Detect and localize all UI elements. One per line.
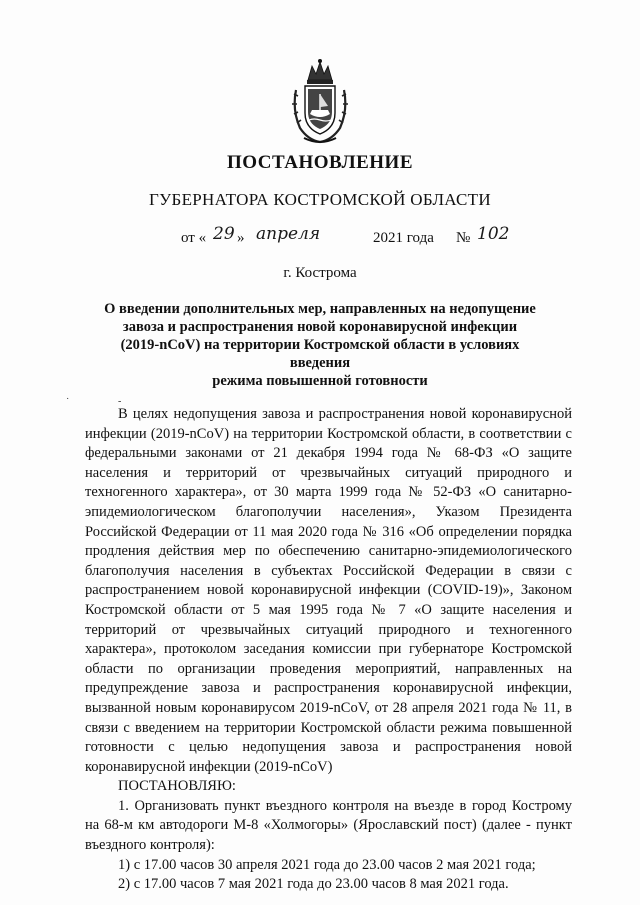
- preamble-paragraph: В целях недопущения завоза и распространения новой коронавирусной инфекции (2019-nCoV) на территории Костромской области, в соответствии с федеральными законами от 21 декабря 1994 года № 68-ФЗ «О защите населения и территорий от чрезвычайных ситуаций природного и техногенного характера», от 30 марта 1999 года № 52-ФЗ «О санитарно-эпидемиологическом благополучии населения», Указом Президента Российской Федерации от 11 мая 2020 года № 316 «Об определении порядка продления действия мер по обеспечению санитарно-эпидемиологического благополучия населения в субъектах Российской Федерации в связи с распространением новой коронавирусной инфекции (COVID-19)», Законом Костромской области от 5 мая 1995 года № 7 «О защите населения и территорий от чрезвычайных ситуаций природного и техногенного характера», протоколом заседания комиссии при губернаторе Костромской области по организации проведения мероприятий, направленных на предупреждение завоза и распространения коронавирусной инфекции, вызванной новым коронавирусом 2019-nCoV, от 28 апреля 2021 года № 11, в связи с введением на территории Костромской области режима повышенной готовности с целью недопущения завоза и распространения новой коронавирусной инфекции (2019-nCoV): [85, 406, 572, 775]
- scan-mark: -: [118, 396, 122, 407]
- item-1-subitem-2: 2) с 17.00 часов 7 мая 2021 года до 23.00 часов 8 мая 2021 года.: [118, 876, 509, 893]
- document-number-handwritten: 102: [477, 224, 510, 244]
- item-1: 1. Организовать пункт въездного контроля на въезде в город Кострому на 68-м км автодороги М-8 «Холмогоры» (Ярославский пост) (далее - пункт въездного контроля):: [85, 797, 572, 854]
- date-month-handwritten: апреля: [256, 224, 321, 244]
- subject-line: (2019-nCoV) на территории Костромской области в условиях введения: [120, 337, 520, 371]
- date-prefix: от «: [181, 230, 207, 246]
- issuing-authority: ГУБЕРНАТОРА КОСТРОМСКОЙ ОБЛАСТИ: [149, 190, 491, 209]
- date-day-handwritten: 29: [213, 224, 235, 244]
- city: г. Кострома: [283, 265, 357, 281]
- item-1-subitem-1: 1) с 17.00 часов 30 апреля 2021 года до 23.00 часов 2 мая 2021 года;: [118, 856, 536, 873]
- scan-mark: ˙: [66, 397, 70, 408]
- subject-line: завоза и распространения новой коронавирусной инфекции: [122, 319, 518, 335]
- coat-of-arms-icon: [290, 58, 350, 146]
- date-quote-close: »: [237, 230, 245, 246]
- subject-line: режима повышенной готовности: [212, 373, 428, 389]
- subject-line: О введении дополнительных мер, направленных на недопущение: [104, 301, 536, 317]
- document-body: [85, 405, 572, 895]
- number-sign: №: [456, 230, 471, 246]
- document-title: ПОСТАНОВЛЕНИЕ: [226, 152, 414, 173]
- date-year: 2021 года: [373, 230, 434, 246]
- decree-word: ПОСТАНОВЛЯЮ:: [118, 778, 236, 795]
- document-subject: [100, 300, 540, 390]
